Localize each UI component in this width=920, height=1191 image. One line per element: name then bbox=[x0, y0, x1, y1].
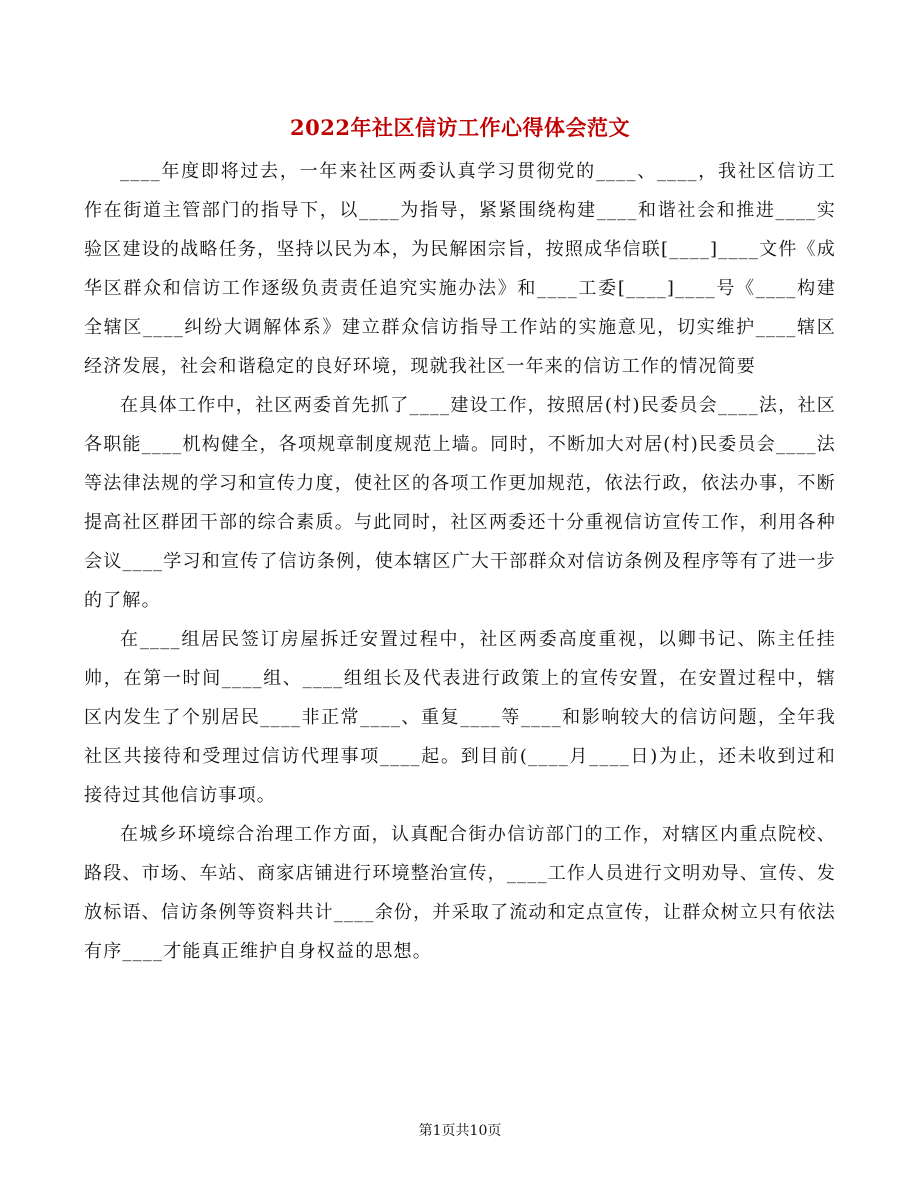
page-number-footer: 第1页共10页 bbox=[418, 1123, 502, 1139]
paragraph-2: 在具体工作中，社区两委首先抓了____建设工作，按照居(村)民委员会____法，社区各职能____机构健全，各项规章制度规范上墙。同时，不断加大对居(村)民委员会____法等法律法规的学习和宣传力度，使社区的各项工作更加规范，依法行政，依法办事，不断提高社区群团干部的综合素质。与此同时，社区两委还十分重视信访宣传工作，利用各种会议____学习和宣传了信访条例，使本辖区广大干部群众对信访条例及程序等有了进一步的了解。 bbox=[84, 395, 836, 611]
paragraph-1: ____年度即将过去，一年来社区两委认真学习贯彻党的____、____，我社区信访工作在街道主管部门的指导下，以____为指导，紧紧围绕构建____和谐社会和推进____实验区建设的战略任务，坚持以民为本，为民解困宗旨，按照成华信联[____]____文件《成华区群众和信访工作逐级负责责任追究实施办法》和____工委[____]____号《____构建全辖区____纠纷大调解体系》建立群众信访指导工作站的实施意见，切实维护____辖区经济发展，社会和谐稳定的良好环境，现就我社区一年来的信访工作的情况简要 bbox=[84, 161, 836, 377]
document-title: 2022年社区信访工作心得体会范文 bbox=[290, 115, 630, 140]
paragraph-4: 在城乡环境综合治理工作方面，认真配合街办信访部门的工作，对辖区内重点院校、路段、市场、车站、商家店铺进行环境整治宣传，____工作人员进行文明劝导、宣传、发放标语、信访条例等资料共计____余份，并采取了流动和定点宣传，让群众树立只有依法有序____才能真正维护自身权益的思想。 bbox=[84, 824, 836, 962]
document-body bbox=[84, 152, 836, 971]
paragraph-3: 在____组居民签订房屋拆迁安置过程中，社区两委高度重视，以卿书记、陈主任挂帅，在第一时间____组、____组组长及代表进行政策上的宣传安置，在安置过程中，辖区内发生了个别居民____非正常____、重复____等____和影响较大的信访问题，全年我社区共接待和受理过信访代理事项____起。到目前(____月____日)为止，还未收到过和接待过其他信访事项。 bbox=[84, 629, 836, 806]
